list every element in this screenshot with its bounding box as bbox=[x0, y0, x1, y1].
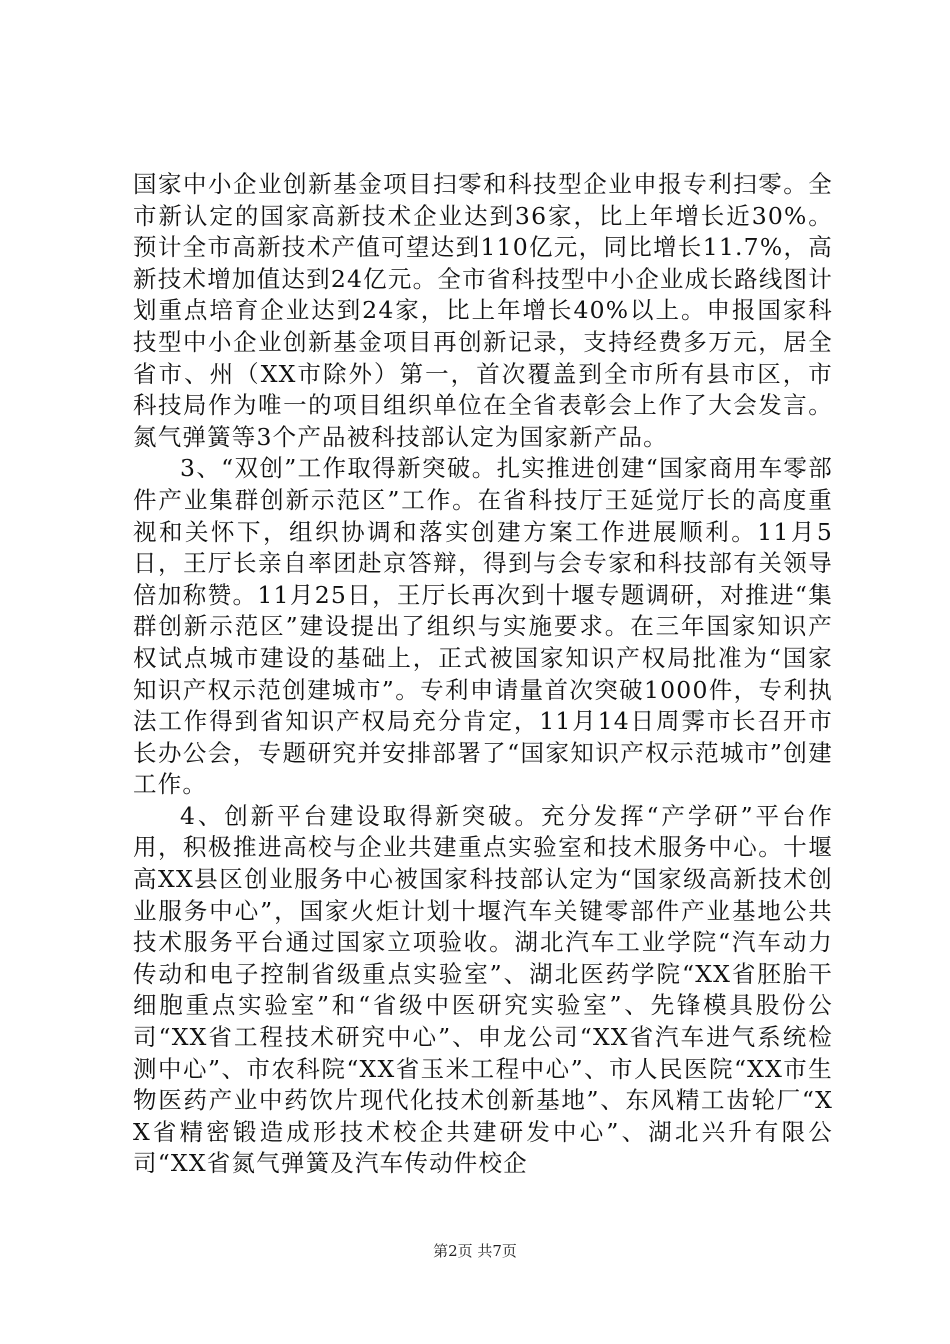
page-footer: 第2页 共7页 bbox=[433, 1242, 517, 1260]
paragraph-3: 4、创新平台建设取得新突破。充分发挥“产学研”平台作用，积极推进高校与企业共建重点实验室和技术服务中心。十堰高XX县区创业服务中心被国家科技部认定为“国家级高新技术创业服务中心”，国家火炬计划十堰汽车关键零部件产业基地公共技术服务平台通过国家立项验收。湖北汽车工业学院“汽车动力传动和电子控制省级重点实验室”、湖北医药学院“XX省胚胎干细胞重点实验室”和“省级中医研究实验室”、先锋模具股份公司“XX省工程技术研究中心”、申龙公司“XX省汽车进气系统检测中心”、市农科院“XX省玉米工程中心”、市人民医院“XX市生物医药产业中药饮片现代化技术创新基地”、东风精工齿轮厂“XX省精密锻造成形技术校企共建研发中心”、湖北兴升有限公司“XX省氮气弹簧及汽车传动件校企 bbox=[133, 801, 833, 1178]
document-body bbox=[133, 169, 833, 1180]
paragraph-1: 国家中小企业创新基金项目扫零和科技型企业申报专利扫零。全市新认定的国家高新技术企业达到36家，比上年增长近30%。预计全市高新技术产值可望达到110亿元，同比增长11.7%，高新技术增加值达到24亿元。全市省科技型中小企业成长路线图计划重点培育企业达到24家，比上年增长40%以上。申报国家科技型中小企业创新基金项目再创新记录，支持经费多万元，居全省市、州（XX市除外）第一，首次覆盖到全市所有县市区，市科技局作为唯一的项目组织单位在全省表彰会上作了大会发言。氮气弹簧等3个产品被科技部认定为国家新产品。 bbox=[133, 170, 833, 451]
paragraph-2: 3、“双创”工作取得新突破。扎实推进创建“国家商用车零部件产业集群创新示范区”工作。在省科技厅王延觉厅长的高度重视和关怀下，组织协调和落实创建方案工作进展顺利。11月5日，王厅长亲自率团赴京答辩，得到与会专家和科技部有关领导倍加称赞。11月25日，王厅长再次到十堰专题调研，对推进“集群创新示范区”建设提出了组织与实施要求。在三年国家知识产权试点城市建设的基础上，正式被国家知识产权局批准为“国家知识产权示范创建城市”。专利申请量首次突破1000件，专利执法工作得到省知识产权局充分肯定，11月14日周霁市长召开市长办公会，专题研究并安排部署了“国家知识产权示范城市”创建工作。 bbox=[133, 454, 833, 799]
